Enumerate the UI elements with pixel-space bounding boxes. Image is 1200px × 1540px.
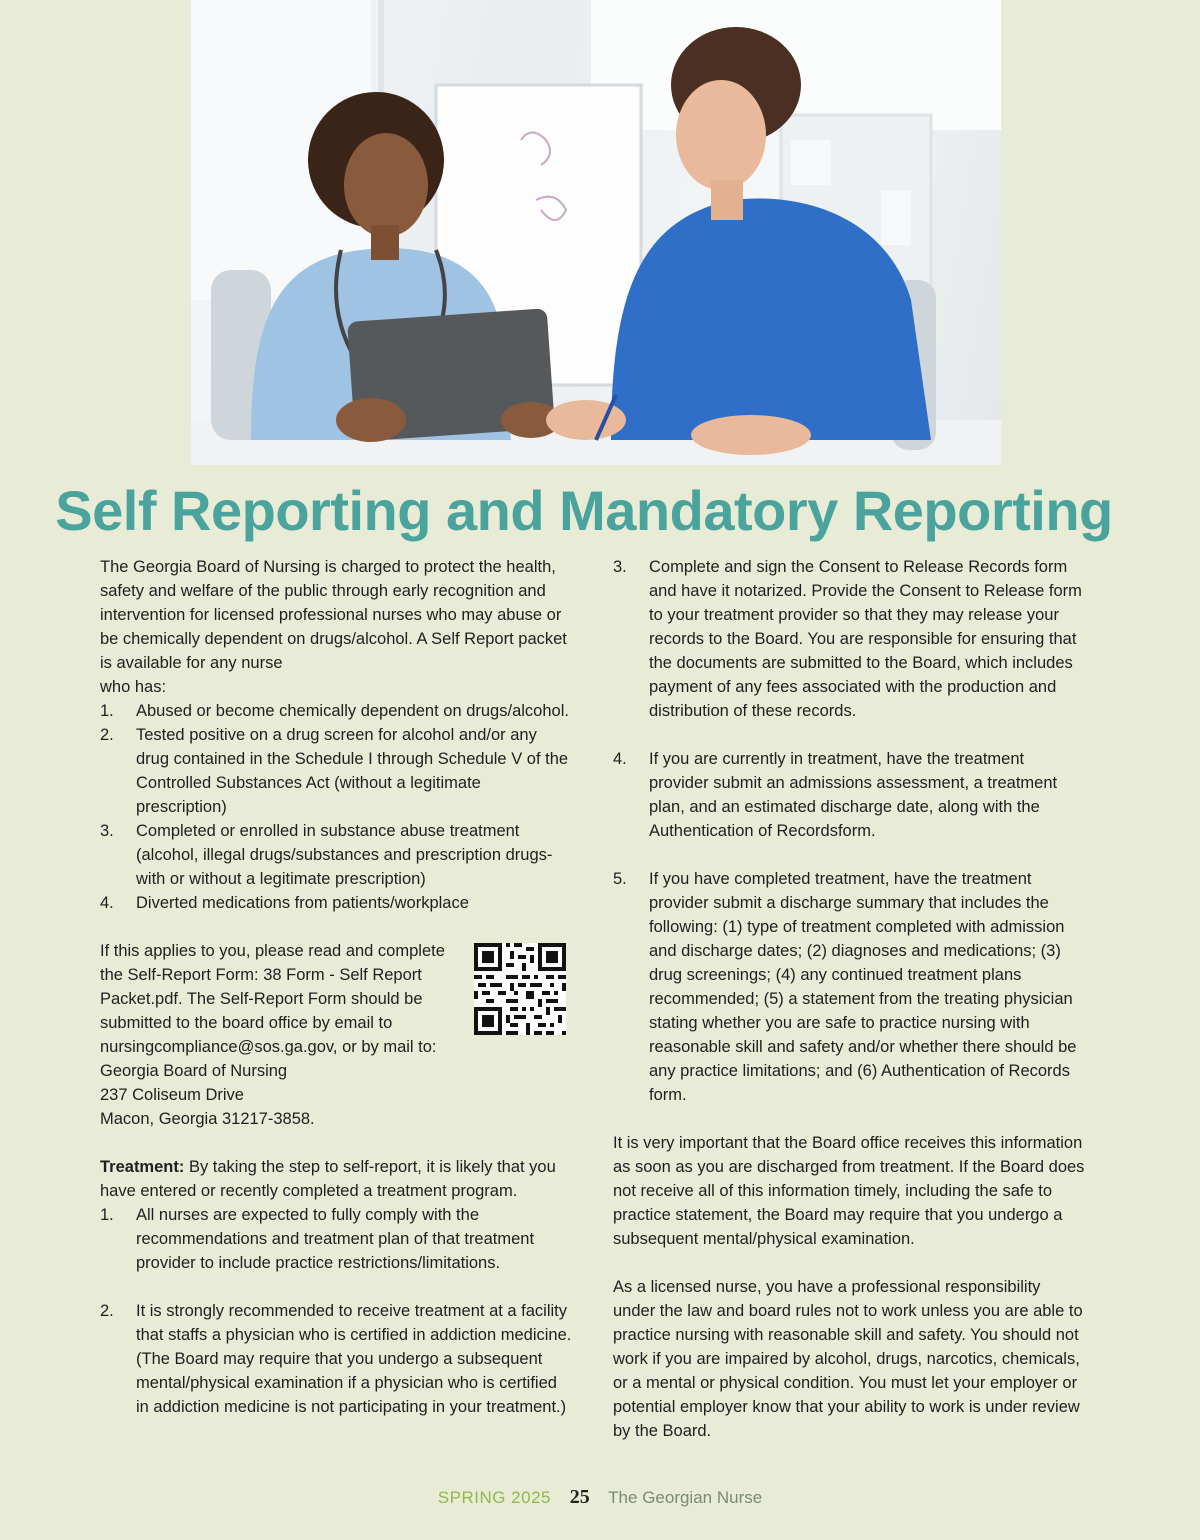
- body-paragraph: As a licensed nurse, you have a professional responsibility under the law and board rules not to work unless you are able to practice nursing with reasonable skill and safety. You should not work if you are impaired by alcohol, drugs, narcotics, chemicals, or a mental or physical condition. You must let your employer or potential employer know that your ability to work is under review by the Board.: [613, 1278, 1083, 1440]
- treatment-intro: Treatment: By taking the step to self-report, it is likely that you have entered or recently completed a treatment program.: [100, 1158, 556, 1200]
- address-line: Macon, Georgia 31217-3858.: [100, 1110, 315, 1128]
- list-item: 4. If you are currently in treatment, have the treatment provider submit an admissions assessment, a treatment plan, and an estimated discharge date, along with the Authentication of Recordsform.: [613, 750, 1058, 840]
- intro-paragraph: The Georgia Board of Nursing is charged to protect the health, safety and welfare of the public through early recognition and intervention for licensed professional nurses who may abuse or be chemically dependent on drugs/alcohol. A Self Report packet is available for any nurse: [100, 558, 567, 672]
- left-column: [100, 555, 572, 1419]
- list-item: 1. Abused or become chemically dependent on drugs/alcohol.: [100, 702, 569, 720]
- apply-line: submitted to the board office by email to: [100, 1014, 393, 1032]
- list-item: 1. All nurses are expected to fully comply with the recommendations and treatment plan of that treatment provider to include practice restrictions/limitations.: [100, 1206, 535, 1272]
- treatment-label: Treatment:: [100, 1158, 185, 1176]
- list-item: 4. Diverted medications from patients/workplace: [100, 894, 469, 912]
- page-number: 25: [569, 1486, 590, 1508]
- apply-line: Packet.pdf. The Self-Report Form should be: [100, 990, 423, 1008]
- publication-name: The Georgian Nurse: [608, 1488, 763, 1507]
- issue-season: SPRING 2025: [437, 1488, 552, 1507]
- list-item: 5. If you have completed treatment, have the treatment provider submit a discharge summary that includes the following: (1) type of treatment completed with admission and discharge dates; (2) diagnoses and medications; (3) drug screenings; (4) any continued treatment plans recommended; (5) a statement from the treating physician stating whether you are safe to practice nursing with reasonable skill and safety and/or whether there should be any practice limitations; and (6) Authentication of Records form.: [613, 870, 1077, 1104]
- apply-line: the Self-Report Form: 38 Form - Self Report: [100, 966, 422, 984]
- steps-list: [613, 747, 1087, 843]
- page-title: Self Reporting and Mandatory Reporting: [55, 479, 1113, 542]
- header-photo: [191, 0, 1001, 465]
- email-link[interactable]: nursingcompliance@sos.ga.gov, or by mail to:: [100, 1038, 437, 1056]
- list-item: 2. Tested positive on a drug screen for alcohol and/or any drug contained in the Schedule I through Schedule V of the Controlled Substances Act (without a legitimate prescription): [100, 726, 569, 816]
- self-report-criteria-list: [100, 699, 572, 915]
- treatment-list: [100, 1203, 572, 1275]
- steps-list: [613, 555, 1087, 723]
- address-line: 237 Coliseum Drive: [100, 1086, 244, 1104]
- intro-continuation: who has:: [100, 678, 167, 696]
- treatment-list-continued: [100, 1299, 572, 1419]
- steps-list: [613, 867, 1087, 1107]
- address-line: Georgia Board of Nursing: [100, 1062, 288, 1080]
- list-item: 2. It is strongly recommended to receive treatment at a facility that staffs a physician who is certified in addiction medicine. (The Board may require that you undergo a subsequent mental/physical examination if a physician who is certified in addiction medicine is not participating in your treatment.): [100, 1302, 572, 1416]
- body-paragraph: It is very important that the Board office receives this information as soon as you are discharged from treatment. If the Board does not receive all of this information timely, including the safe to practice statement, the Board may require that you undergo a subsequent mental/physical examination.: [613, 1134, 1085, 1248]
- right-column: [613, 555, 1087, 1443]
- apply-line: If this applies to you, please read and complete: [100, 942, 445, 960]
- list-item: 3. Completed or enrolled in substance abuse treatment (alcohol, illegal drugs/substances and prescription drugs- with or without a legitimate prescription): [100, 822, 553, 888]
- page-footer: [0, 1486, 1200, 1509]
- nurses-illustration: [191, 0, 1001, 465]
- list-item: 3. Complete and sign the Consent to Release Records form and have it notarized. Provide the Consent to Release form to your treatment provider so that they may release your records to the Board. You are responsible for ensuring that the documents are submitted to the Board, which includes payment of any fees associated with the production and distribution of these records.: [613, 558, 1082, 720]
- qr-code-icon[interactable]: [474, 943, 566, 1035]
- apply-instructions: [100, 939, 572, 1131]
